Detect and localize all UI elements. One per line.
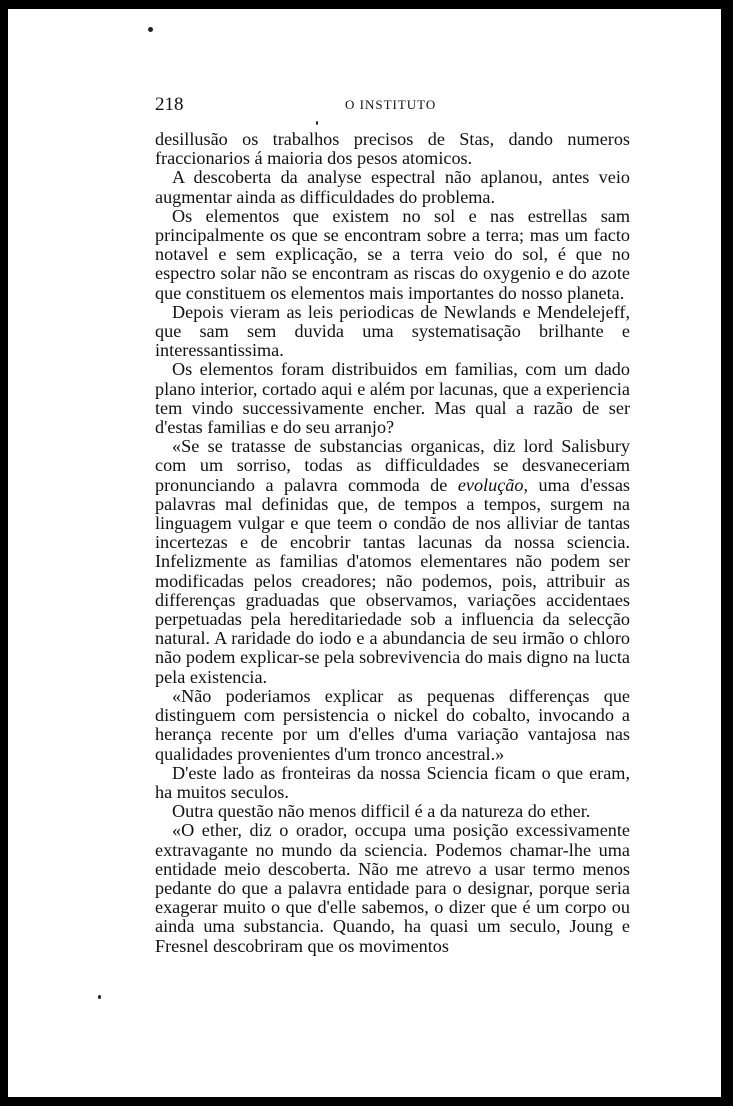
emphasized-word: evolução, — [457, 474, 529, 495]
paragraph — [155, 437, 630, 687]
dust-speck — [148, 27, 153, 32]
paragraph: Depois vieram as leis periodicas de Newlands e Mendelejeff, que sam sem duvida uma systematisação brilhante e interessantissima. — [155, 301, 630, 361]
body-text — [155, 130, 630, 956]
paragraph-text: «Se se tratasse de substancias organicas, diz lord Salisbury com um sorriso, todas as difficuldades se desvaneceriam pronunciando a palavra commoda de — [155, 436, 630, 495]
paragraph: Outra questão não menos difficil é a da natureza do ether. — [172, 801, 591, 822]
paragraph: desillusão os trabalhos precisos de Stas, dando numeros fraccionarios á maioria dos pesos atomicos. — [155, 129, 630, 169]
dust-speck — [98, 995, 101, 999]
paragraph: «O ether, diz o orador, occupa uma posição excessivamente extravagante no mundo da sciencia. Podemos chamar-lhe uma entidade meio descoberta. Não me atrevo a usar termo menos pedante do que a palavra entidade para o designar, porque seria exagerar muito o que d'elle sabemos, o dizer que é um corpo ou ainda uma substancia. Quando, ha quasi um seculo, Joung e Fresnel descobriram que os movimentos — [155, 820, 630, 956]
paragraph: «Não poderiamos explicar as pequenas differenças que distinguem com persistencia o nickel do cobalto, invocando a herança recente por um d'elles d'uma variação vantajosa nas qualidades provenientes d'um tronco ancestral.» — [155, 685, 630, 764]
paragraph-text: uma d'essas palavras mal definidas que, de tempos a tempos, surgem na linguagem vulgar e que teem o condão de nos alliviar de tantas incertezas e de encobrir tantas lacunas da nossa sciencia. Infelizmente as familias d'atomos elementares não podem ser modificadas pelos creadores; não podemos, pois, attribuir as differenças graduadas que observamos, variações accidentaes perpetuadas pela hereditariedade sob a influencia da selecção natural. A raridade do iodo e a abundancia de seu irmão o chloro não podem explicar-se pela sobrevivencia do mais digno na lucta pela existencia. — [155, 474, 631, 687]
running-title: O INSTITUTO — [345, 97, 437, 112]
page-header — [155, 94, 630, 116]
paragraph: D'este lado as fronteiras da nossa Sciencia ficam o que eram, ha muitos seculos. — [155, 762, 630, 802]
page-number: 218 — [155, 94, 184, 115]
paragraph: A descoberta da analyse espectral não aplanou, antes veio augmentar ainda as difficuldades do problema. — [155, 167, 630, 207]
paragraph: Os elementos foram distribuidos em familias, com um dado plano interior, cortado aqui e além por lacunas, que a experiencia tem vindo successivamente encher. Mas qual a razão de ser d'estas familias e do seu arranjo? — [155, 359, 630, 438]
dust-speck — [316, 121, 318, 125]
paragraph: Os elementos que existem no sol e nas estrellas sam principalmente os que se encontram sobre a terra; mas um facto notavel e sem explicação, se a terra veio do sol, é que no espectro solar não se encontram as riscas do oxygenio e do azote que constituem os elementos mais importantes do nosso planeta. — [155, 205, 630, 303]
